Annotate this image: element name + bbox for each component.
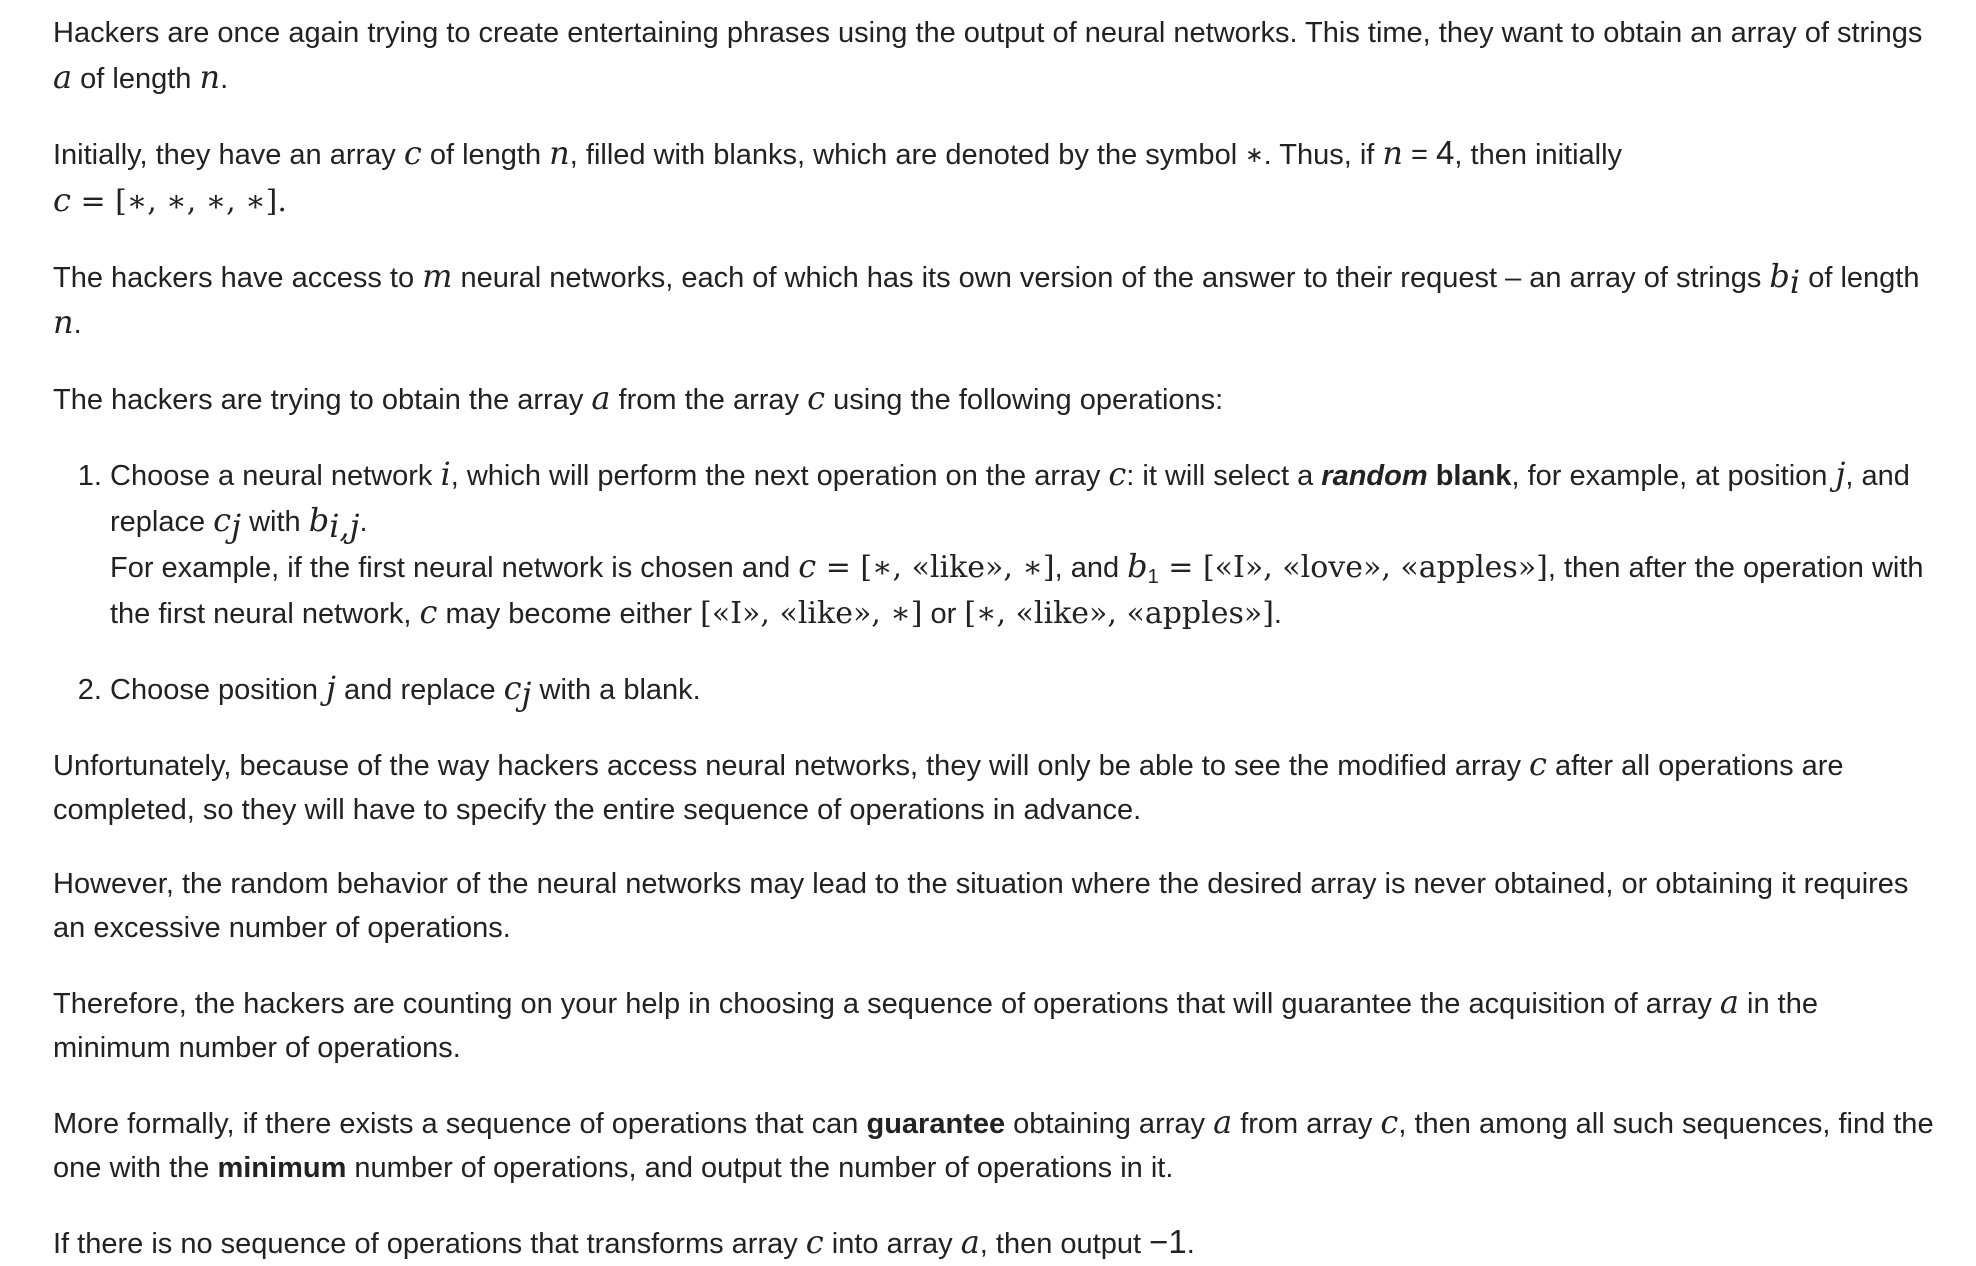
text: , then among all such sequences, find the one with the	[53, 1108, 1934, 1184]
text: .	[359, 506, 368, 538]
var-j: j	[326, 669, 336, 707]
text: Choose position	[110, 674, 327, 706]
var-c: c	[1380, 1103, 1399, 1141]
var-c: c	[1529, 745, 1547, 783]
var-c: c	[53, 181, 71, 219]
var-a: a	[53, 58, 73, 96]
text: If there is no sequence of operations that transforms array	[53, 1228, 806, 1260]
subscript-i: i	[1789, 263, 1801, 301]
text: in the minimum number of operations.	[53, 988, 1818, 1064]
text: , filled with blanks, which are denoted by the symbol	[569, 139, 1246, 171]
text: of length	[1800, 262, 1920, 294]
text: of length	[421, 139, 550, 171]
operation-2	[110, 666, 1940, 712]
text: . Thus, if	[1263, 139, 1383, 171]
paragraph-help	[53, 980, 1940, 1070]
operation-1	[110, 452, 1940, 636]
example-array-c: = [∗, «like», ∗]	[816, 550, 1055, 585]
text: .	[1273, 598, 1282, 630]
text: with	[241, 506, 309, 538]
subscript-j: j	[521, 675, 532, 713]
var-n: n	[53, 303, 74, 341]
initial-array-expression: = [∗, ∗, ∗, ∗].	[70, 184, 287, 219]
paragraph-randomness	[53, 862, 1940, 950]
example-result-1: [«I», «like», ∗]	[700, 596, 923, 631]
text: More formally, if there exists a sequence of operations that can	[53, 1108, 867, 1140]
subscript-1: 1	[1147, 566, 1159, 588]
var-c: c	[503, 669, 522, 707]
var-n: n	[549, 134, 570, 172]
text: : it will select a	[1126, 460, 1322, 492]
number-four: 4	[1436, 134, 1455, 171]
text: However, the random behavior of the neural networks may lead to the situation where the desired array is never obtained, or obtaining it requires an excessive number of operations.	[53, 868, 1909, 944]
text: .	[73, 308, 82, 340]
subscript-ij: i,j	[329, 507, 360, 545]
text: of length	[72, 63, 200, 95]
text: after all operations are completed, so they will have to specify the entire sequence of operations in advance.	[53, 750, 1844, 826]
paragraph-goal	[53, 11, 1940, 101]
subscript-j: j	[231, 507, 242, 545]
text: , then after the operation with the first neural network,	[110, 552, 1924, 630]
minus-one: −1	[1149, 1223, 1187, 1260]
var-a: a	[1213, 1103, 1233, 1141]
text: , for example, at position	[1511, 460, 1836, 492]
var-i: i	[440, 455, 451, 493]
var-n: n	[199, 58, 221, 96]
text: number of operations, and output the number of operations in it.	[346, 1152, 1174, 1184]
var-n: n	[1382, 134, 1403, 172]
var-a: a	[591, 379, 611, 417]
var-b: b	[1127, 547, 1148, 585]
text: .	[220, 63, 229, 95]
var-a: a	[960, 1223, 980, 1261]
blank-symbol: ∗	[1245, 143, 1264, 168]
example-array-b1: = [«I», «love», «apples»]	[1158, 550, 1548, 585]
text: , then initially	[1454, 139, 1623, 171]
var-b: b	[308, 501, 330, 539]
text: Initially, they have an array	[53, 139, 404, 171]
operations-list	[53, 452, 1940, 712]
text: may become either	[437, 598, 701, 630]
var-c: c	[805, 1223, 824, 1261]
var-c: c	[419, 593, 438, 631]
equals: =	[1402, 139, 1437, 171]
text: neural networks, each of which has its own version of the answer to their request – an array of strings	[452, 262, 1770, 294]
text: Hackers are once again trying to create entertaining phrases using the output of neural networks. This time, they want to obtain an array of strings	[53, 17, 1923, 49]
var-c: c	[213, 501, 232, 539]
paragraph-formal	[53, 1100, 1940, 1190]
text: , then output	[979, 1228, 1150, 1260]
var-m: m	[422, 257, 453, 295]
var-j: j	[1835, 455, 1846, 493]
emphasis-random: random	[1321, 460, 1428, 492]
text: or	[922, 598, 965, 630]
text: Unfortunately, because of the way hackers access neural networks, they will only be able to see the modified array	[53, 750, 1530, 782]
emphasis-guarantee: guarantee	[866, 1108, 1006, 1140]
paragraph-operations-intro	[53, 376, 1940, 422]
text: The hackers are trying to obtain the array	[53, 384, 592, 416]
example-result-2: [∗, «like», «apples»]	[964, 596, 1274, 631]
text: with a blank.	[531, 674, 701, 706]
var-c: c	[403, 134, 422, 172]
text: from the array	[610, 384, 808, 416]
text: obtaining array	[1005, 1108, 1214, 1140]
text: Choose a neural network	[110, 460, 441, 492]
text: For example, if the first neural network is chosen and	[110, 552, 799, 584]
emphasis-blank: blank	[1427, 460, 1512, 492]
text: from array	[1232, 1108, 1381, 1140]
text: , and	[1054, 552, 1128, 584]
paragraph-no-solution	[53, 1220, 1940, 1266]
text: and replace	[335, 674, 504, 706]
text: , which will perform the next operation on the array	[450, 460, 1109, 492]
emphasis-minimum: minimum	[217, 1152, 347, 1184]
var-b: b	[1769, 257, 1790, 295]
text: using the following operations:	[825, 384, 1224, 416]
text: .	[1186, 1228, 1195, 1260]
var-c: c	[807, 379, 826, 417]
var-c: c	[1108, 455, 1127, 493]
paragraph-initial-array	[53, 131, 1940, 224]
var-a: a	[1719, 983, 1739, 1021]
paragraph-neural-networks	[53, 254, 1940, 346]
text: Therefore, the hackers are counting on your help in choosing a sequence of operations that will guarantee the acquisition of array	[53, 988, 1720, 1020]
paragraph-visibility	[53, 742, 1940, 832]
text: , and replace	[110, 460, 1910, 538]
text: into array	[823, 1228, 961, 1260]
text: The hackers have access to	[53, 262, 423, 294]
var-c: c	[798, 547, 817, 585]
